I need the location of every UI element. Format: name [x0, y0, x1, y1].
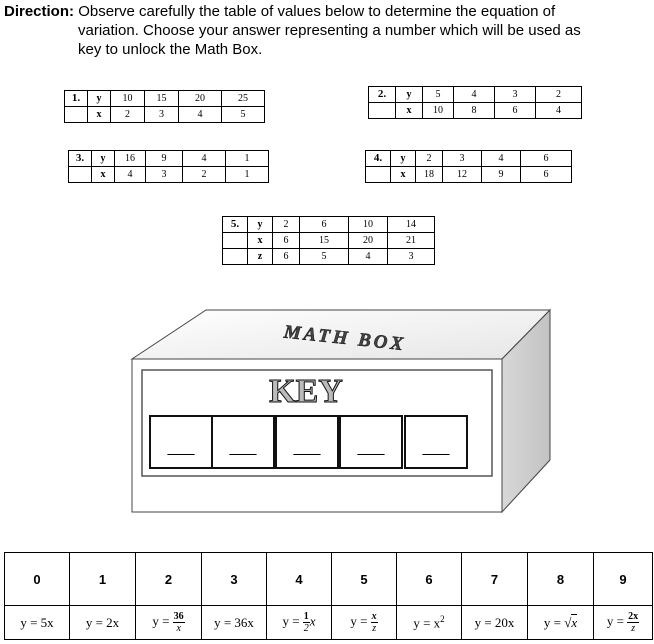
var-label: x — [88, 107, 111, 123]
choice-equation[interactable] — [397, 606, 462, 640]
table-4 — [365, 150, 572, 183]
direction-label: Direction: — [4, 3, 75, 20]
equation-text: y = 36x — [214, 614, 254, 630]
numerator: 1 — [303, 611, 309, 622]
choice-number: 4 — [267, 553, 332, 606]
table-number: 2. — [369, 87, 396, 103]
table-number-blank — [69, 167, 92, 183]
table-cell: 9 — [146, 151, 183, 167]
direction-text — [4, 2, 649, 59]
key-slot-blank: ___ — [357, 439, 385, 456]
equation-prefix: y = — [282, 613, 300, 629]
table-cell: 2 — [183, 167, 226, 183]
choice-number: 8 — [528, 553, 594, 606]
choice-number: 0 — [5, 553, 70, 606]
numerator: 36 — [173, 611, 184, 622]
denominator: z — [631, 623, 636, 634]
var-label: x — [391, 167, 416, 183]
denominator: x — [176, 623, 181, 634]
table-2 — [368, 86, 582, 119]
table-cell: 6 — [521, 151, 572, 167]
math-box-label: MATH BOX — [282, 321, 408, 356]
table-cell: 20 — [179, 91, 222, 107]
table-cell: 2 — [273, 217, 300, 233]
denominator: 2 — [303, 623, 309, 634]
table-cell: 4 — [115, 167, 146, 183]
var-label: x — [92, 167, 115, 183]
equation-text: y = 20x — [474, 614, 515, 630]
table-cell: 4 — [536, 103, 582, 119]
var-label: x — [248, 233, 273, 249]
key-label: KEY — [269, 373, 343, 410]
table-number-blank — [366, 167, 391, 183]
table-cell: 15 — [145, 91, 179, 107]
table-cell: 3 — [145, 107, 179, 123]
table-number: 3. — [69, 151, 92, 167]
table-cell: 4 — [179, 107, 222, 123]
table-number-blank — [369, 103, 396, 119]
choice-equation[interactable] — [594, 606, 653, 640]
answer-choices-table — [4, 552, 653, 640]
table-cell: 2 — [111, 107, 145, 123]
table-1 — [64, 90, 265, 123]
table-number-blank — [223, 233, 248, 249]
direction-line-3: key to unlock the Math Box. — [78, 41, 263, 58]
table-cell: 21 — [388, 233, 435, 249]
var-label: y — [92, 151, 115, 167]
choice-number: 5 — [332, 553, 397, 606]
math-box — [120, 300, 560, 515]
equation-prefix: y = — [350, 613, 368, 629]
table-cell: 6 — [495, 103, 536, 119]
table-cell: 18 — [416, 167, 443, 183]
table-cell: 3 — [495, 87, 536, 103]
var-label: y — [391, 151, 416, 167]
table-cell: 1 — [226, 151, 269, 167]
math-box-drawing — [120, 300, 560, 515]
var-label: y — [396, 87, 423, 103]
table-number: 4. — [366, 151, 391, 167]
key-slot-blank: ___ — [167, 439, 195, 456]
exponent: 2 — [440, 613, 445, 624]
table-cell: 4 — [183, 151, 226, 167]
table-number-blank — [65, 107, 88, 123]
equation-suffix: x — [309, 613, 316, 629]
choice-equation[interactable] — [5, 606, 70, 640]
table-cell: 15 — [300, 233, 349, 249]
table-cell: 16 — [115, 151, 146, 167]
table-cell: 2 — [416, 151, 443, 167]
table-number-blank — [223, 249, 248, 265]
table-cell: 9 — [482, 167, 521, 183]
radicand: x — [571, 614, 578, 630]
key-slot-blank: ___ — [422, 439, 450, 456]
table-number: 5. — [223, 217, 248, 233]
choice-equation[interactable] — [528, 606, 594, 640]
choice-equation[interactable] — [202, 606, 267, 640]
table-cell: 6 — [273, 249, 300, 265]
fraction — [173, 611, 185, 634]
var-label: x — [396, 103, 423, 119]
table-cell: 10 — [349, 217, 388, 233]
choice-equation[interactable] — [332, 606, 397, 640]
table-cell: 3 — [443, 151, 482, 167]
table-5 — [222, 216, 435, 265]
choice-number: 1 — [70, 553, 136, 606]
equation-text: y = x — [413, 615, 441, 631]
table-cell: 3 — [146, 167, 183, 183]
choice-equation[interactable] — [136, 606, 202, 640]
equation-text: y = 5x — [20, 614, 54, 630]
table-number: 1. — [65, 91, 88, 107]
table-cell: 5 — [222, 107, 265, 123]
var-label: y — [88, 91, 111, 107]
choice-equation[interactable] — [70, 606, 136, 640]
equation-prefix: y = — [606, 613, 624, 629]
table-cell: 12 — [443, 167, 482, 183]
table-cell: 8 — [454, 103, 495, 119]
table-cell: 25 — [222, 91, 265, 107]
table-cell: 6 — [273, 233, 300, 249]
choice-number: 2 — [136, 553, 202, 606]
numerator: 2x — [628, 611, 639, 622]
denominator: z — [372, 623, 377, 634]
equation-text: y = 2x — [85, 614, 120, 630]
table-3 — [68, 150, 269, 183]
var-label: y — [248, 217, 273, 233]
table-cell: 4 — [482, 151, 521, 167]
table-cell: 5 — [300, 249, 349, 265]
table-cell: 5 — [423, 87, 454, 103]
table-cell: 6 — [300, 217, 349, 233]
table-cell: 10 — [111, 91, 145, 107]
var-label: z — [248, 249, 273, 265]
table-cell: 20 — [349, 233, 388, 249]
choice-number: 3 — [202, 553, 267, 606]
numerator: x — [371, 611, 377, 622]
fraction — [627, 611, 639, 634]
table-cell: 4 — [454, 87, 495, 103]
table-cell: 2 — [536, 87, 582, 103]
table-cell: 10 — [423, 103, 454, 119]
fraction — [371, 611, 378, 634]
key-slot-blank: ___ — [229, 439, 257, 456]
direction-line-2: variation. Choose your answer representing a number which will be used as — [78, 22, 581, 39]
key-slot-blank: ___ — [293, 439, 321, 456]
table-cell: 4 — [349, 249, 388, 265]
table-cell: 14 — [388, 217, 435, 233]
choice-number: 9 — [594, 553, 653, 606]
table-cell: 1 — [226, 167, 269, 183]
choice-number: 6 — [397, 553, 462, 606]
choice-equation[interactable] — [462, 606, 528, 640]
table-cell: 3 — [388, 249, 435, 265]
choice-equation[interactable] — [267, 606, 332, 640]
table-cell: 6 — [521, 167, 572, 183]
choice-number: 7 — [462, 553, 528, 606]
fraction — [303, 611, 310, 634]
equation-prefix: y = — [152, 613, 170, 629]
direction-line-1: Observe carefully the table of values below to determine the equation of — [78, 3, 556, 20]
equation-prefix: y = √ — [543, 614, 572, 630]
